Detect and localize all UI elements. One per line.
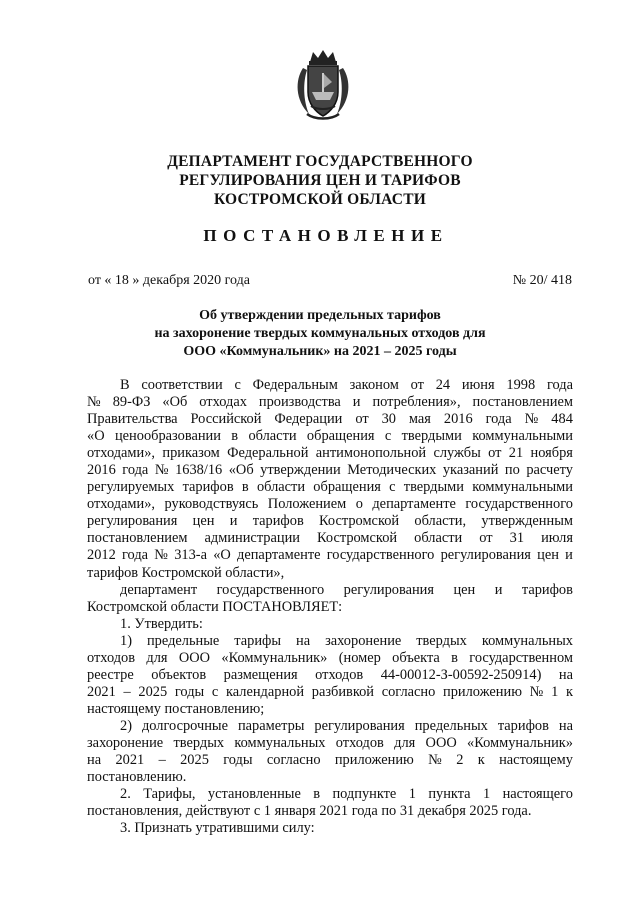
body-word: долгосрочные (141, 717, 228, 734)
body-word: отходами», (87, 496, 156, 513)
body-word: 2025 (138, 683, 168, 700)
body-word: области (414, 530, 463, 547)
body-word: ноября (530, 445, 573, 462)
body-word: размещения (223, 666, 298, 683)
body-word: и (494, 581, 503, 598)
body-word: руководствуясь (164, 496, 259, 513)
body-word: регулирования (343, 581, 434, 598)
body-word: расчету (526, 462, 573, 479)
body-word: коммунальными (472, 479, 573, 496)
body-word: государственном (469, 649, 573, 666)
body-word: 1 (482, 786, 491, 803)
body-word: от (355, 411, 369, 428)
body-word: и (229, 513, 238, 530)
body-word: регулирования (314, 717, 405, 734)
body-word: с (389, 479, 396, 496)
body-line (87, 530, 573, 547)
body-word: июля (541, 530, 573, 547)
body-word: приложению (334, 752, 414, 769)
body-word: – (158, 752, 166, 769)
body-line (87, 479, 573, 496)
body-word: твердыми (401, 428, 462, 445)
body-word: 2012 (87, 547, 116, 564)
body-word: 21 (508, 445, 524, 462)
body-word: утвержденным (481, 513, 573, 530)
body-word: цен (453, 581, 476, 598)
body-word: департамент (120, 581, 198, 598)
body-word: 1998 (506, 377, 536, 393)
body-line: 3. Признать утратившими силу: (120, 820, 315, 837)
body-word: объекта (392, 649, 440, 666)
body-word: цен (537, 547, 559, 564)
body-word: на (296, 632, 311, 649)
body-line: постановлению. (87, 769, 187, 786)
body-word: предельные (146, 632, 220, 649)
body-word: тарифов (182, 479, 234, 496)
body-word: и (565, 547, 573, 564)
body-word: Федерации (274, 411, 343, 428)
body-word: 24 (435, 377, 451, 393)
body-word: годы (174, 683, 205, 700)
date-line (88, 273, 572, 289)
body-line: настоящему постановлению; (87, 700, 265, 717)
body-word: регулирования (440, 547, 531, 564)
body-word: 2025 (180, 752, 209, 769)
body-word: № (428, 752, 442, 769)
body-word: приложению (443, 683, 522, 700)
body-word: указаний (442, 462, 499, 479)
body-word: ООО (178, 649, 211, 666)
body-word: с (211, 683, 219, 700)
body-word: параметры (237, 717, 305, 734)
body-word: области (248, 428, 297, 445)
body-line (87, 394, 573, 411)
body-word: предельных (414, 717, 488, 734)
body-word: твердых (416, 632, 467, 649)
body-word: отходов (335, 734, 384, 751)
body-word: 2 (456, 752, 464, 769)
body-word: года (485, 411, 512, 428)
body-word: ценообразовании (114, 428, 221, 445)
body-word: государственного (326, 547, 435, 564)
body-line: постановления, действуют с 1 января 2021 года по 31 декабря 2025 года. (87, 803, 532, 820)
kostroma-coat-of-arms-icon (293, 48, 353, 122)
body-word: службы (433, 445, 481, 462)
body-word: календарной (226, 683, 305, 700)
body-word: и (352, 394, 361, 411)
body-word: государственного (465, 496, 573, 513)
body-word: объектов (151, 666, 207, 683)
decree-title: ПОСТАНОВЛЕНИЕ (203, 226, 449, 245)
body-word: коммунальными (472, 428, 573, 445)
body-word: 484 (551, 411, 573, 428)
body-word: твердыми (403, 479, 464, 496)
body-word: 313-а (174, 547, 207, 564)
body-word: департаменте (372, 496, 456, 513)
body-word: «О (87, 428, 105, 445)
body-line (87, 684, 573, 701)
body-word: от (410, 377, 424, 393)
body-line (87, 667, 573, 684)
body-word: года (546, 377, 573, 393)
body-word: для (146, 649, 168, 666)
body-word: постановлением (87, 530, 188, 547)
subject-line-2: на захоронение твердых коммунальных отходов для (154, 326, 486, 341)
body-word: администрации (204, 530, 300, 547)
body-word: области, (414, 513, 467, 530)
body-word: отходами», (87, 445, 156, 462)
body-word: года (122, 462, 149, 479)
body-word: приказом (162, 445, 220, 462)
body-word: 2016 (443, 411, 473, 428)
decree-date: от « 18 » декабря 2020 года (88, 273, 250, 288)
body-word: по (504, 462, 520, 479)
body-word: захоронение (325, 632, 402, 649)
body-word: Федеральной (227, 445, 309, 462)
body-word: согласно (381, 683, 436, 700)
decree-subject (0, 307, 640, 361)
body-word: от (479, 530, 493, 547)
body-word: отходов (315, 666, 364, 683)
body-word: Положением (267, 496, 347, 513)
body-word: регулирования (87, 513, 178, 530)
body-word: отходов (87, 649, 136, 666)
body-word: разбивкой (311, 683, 375, 700)
subject-line-3: ООО «Коммунальник» на 2021 – 2025 годы (183, 344, 457, 359)
body-word: ООО (425, 734, 457, 751)
body-word: с (234, 377, 241, 393)
body-word: 44-00012-З-00592-250914) (380, 666, 542, 683)
body-line (87, 633, 573, 650)
body-word: года (122, 547, 149, 564)
body-word: 2) (120, 717, 132, 734)
body-word: № (154, 547, 168, 564)
body-word: в (313, 786, 321, 803)
body-word: Методических (347, 462, 437, 479)
body-line (87, 582, 573, 599)
body-word: В (120, 377, 130, 393)
body-word: 2016 (87, 462, 116, 479)
header-line-2: РЕГУЛИРОВАНИЯ ЦЕН И ТАРИФОВ (179, 172, 461, 189)
body-line (87, 411, 573, 428)
body-word: области (256, 479, 306, 496)
body-word: № (154, 462, 169, 479)
body-word: тарифов (521, 581, 573, 598)
body-word: «Об (228, 462, 254, 479)
body-word: в (231, 428, 239, 445)
body-word: подпункте (332, 786, 397, 803)
body-line (87, 752, 573, 769)
body-word: – (123, 683, 131, 700)
body-word: твердых (173, 734, 225, 751)
body-word: коммунальных (481, 632, 573, 649)
body-word: потребления», (372, 394, 461, 411)
body-word: Правительства (87, 411, 178, 428)
body-line (87, 428, 573, 445)
body-word: «О (213, 547, 231, 564)
body-line: Костромской области ПОСТАНОВЛЯЕТ: (87, 598, 343, 615)
body-word: на (558, 717, 573, 734)
body-word: годы (223, 752, 253, 769)
body-word: для (394, 734, 416, 751)
body-word: коммунальных (234, 734, 326, 751)
body-word: производства (258, 394, 341, 411)
body-line (87, 377, 573, 394)
body-word: 1 (551, 683, 559, 700)
body-word: департаменте (237, 547, 321, 564)
body-line (87, 496, 573, 513)
body-line: тарифов Костромской области», (87, 564, 285, 581)
body-word: 31 (509, 530, 525, 547)
body-word: 89-ФЗ (112, 394, 151, 411)
body-word: государственного (216, 581, 325, 598)
body-word: цен (192, 513, 215, 530)
body-word: с (384, 428, 392, 445)
body-word: утверждении (260, 462, 341, 479)
decree-number: № 20/ 418 (512, 273, 572, 288)
decree-body (87, 377, 573, 837)
body-word: 2021 (87, 683, 116, 700)
department-header (0, 152, 640, 209)
body-word: июня (461, 377, 495, 393)
body-word: к (566, 683, 573, 700)
body-word: Тарифы, (143, 786, 196, 803)
body-word: № (529, 683, 544, 700)
body-word: 1 (408, 786, 416, 803)
body-word: настоящему (499, 752, 573, 769)
body-word: 2. (120, 786, 131, 803)
body-word: от (488, 445, 502, 462)
body-line (87, 786, 573, 803)
body-word: «Коммунальник» (467, 734, 573, 751)
body-word: «Коммунальник» (221, 649, 328, 666)
body-word: антимонопольной (315, 445, 427, 462)
body-word: в (241, 479, 249, 496)
body-line (87, 513, 573, 530)
body-word: согласно (266, 752, 321, 769)
body-word: настоящего (502, 786, 573, 803)
body-line (87, 445, 573, 462)
body-line (87, 718, 573, 735)
body-word: в (451, 649, 458, 666)
body-word: захоронение (87, 734, 164, 751)
header-line-3: КОСТРОМСКОЙ ОБЛАСТИ (213, 191, 426, 208)
body-word: на (558, 666, 573, 683)
body-word: отходах (199, 394, 247, 411)
body-word: 2021 (115, 752, 145, 769)
body-word: № (87, 394, 101, 411)
body-word: пункта (428, 786, 471, 803)
body-word: на (87, 752, 102, 769)
body-line: 1. Утвердить: (120, 615, 203, 632)
body-word: о (355, 496, 363, 513)
body-word: «Об (162, 394, 188, 411)
body-word: установленные (207, 786, 301, 803)
subject-line-1: Об утверждении предельных тарифов (199, 308, 441, 323)
body-line (87, 462, 573, 479)
body-word: 1638/16 (175, 462, 223, 479)
body-word: (номер (338, 649, 381, 666)
body-line (87, 547, 573, 564)
body-line (87, 650, 573, 667)
body-word: 30 (381, 411, 396, 428)
body-word: тарифы (234, 632, 282, 649)
body-word: регулируемых (87, 479, 175, 496)
body-word: к (477, 752, 485, 769)
body-word: № (524, 411, 539, 428)
body-word: законом (349, 377, 399, 393)
header-line-1: ДЕПАРТАМЕНТ ГОСУДАРСТВЕННОГО (167, 153, 473, 170)
body-word: обращения (313, 479, 381, 496)
body-word: 1) (120, 632, 132, 649)
body-word: тарифов (252, 513, 304, 530)
body-word: соответствии (141, 377, 223, 393)
body-word: обращения (306, 428, 375, 445)
body-word: Федеральным (252, 377, 338, 393)
body-word: постановлением (472, 394, 573, 411)
body-word: Костромской (319, 513, 400, 530)
body-word: тарифов (497, 717, 549, 734)
body-word: реестре (87, 666, 134, 683)
body-line (87, 735, 573, 752)
body-word: Российской (190, 411, 262, 428)
body-word: мая (408, 411, 431, 428)
body-word: Костромской (317, 530, 398, 547)
